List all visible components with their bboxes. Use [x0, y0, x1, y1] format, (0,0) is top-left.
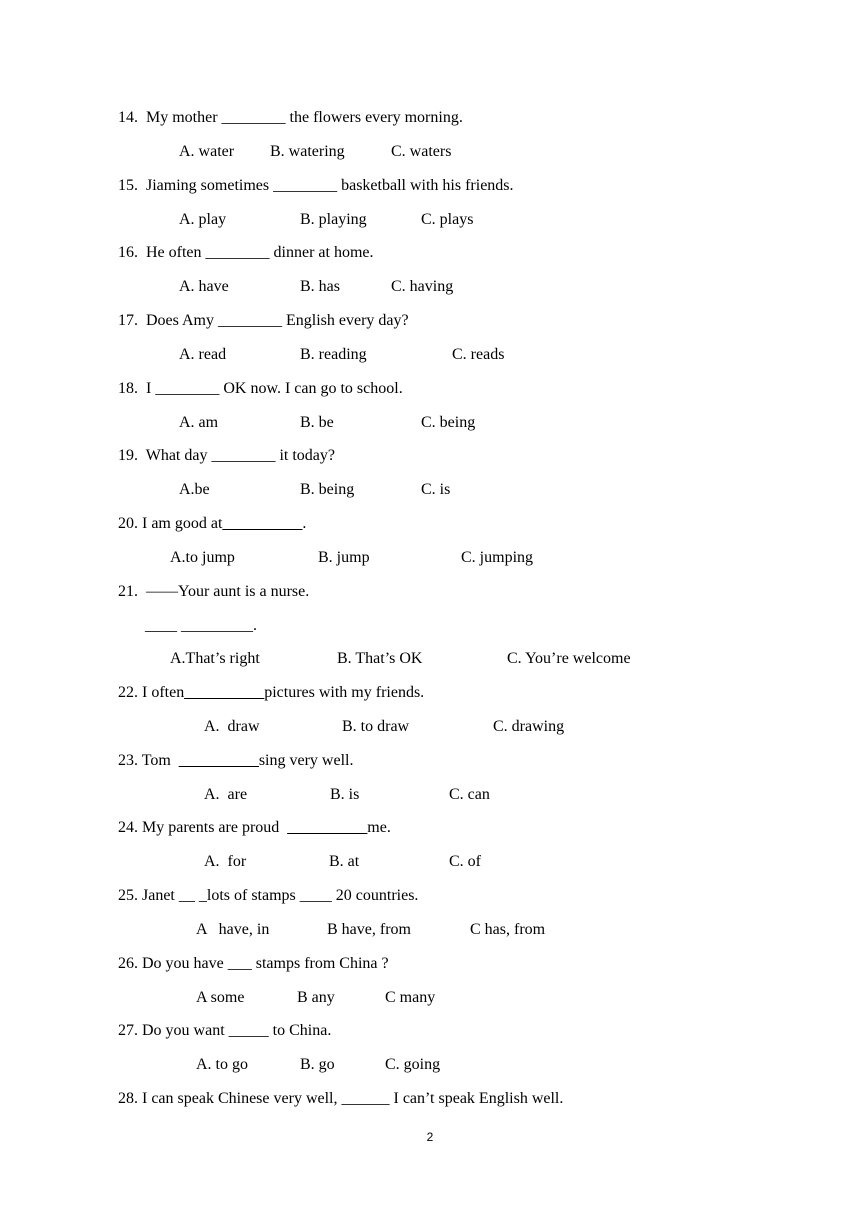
option-25-a: A have, in: [196, 921, 270, 938]
question-19: 19. What day ________ it today?: [118, 447, 335, 464]
option-15-c: C. plays: [421, 211, 474, 228]
option-20-a: A.to jump: [170, 549, 235, 566]
question-20-stem: 20. I am good at: [118, 515, 223, 532]
question-27: 27. Do you want _____ to China.: [118, 1022, 332, 1039]
question-18: 18. I ________ OK now. I can go to school.: [118, 380, 403, 397]
page-number: 2: [426, 1130, 434, 1144]
question-22: [118, 683, 424, 703]
option-14-c: C. waters: [391, 143, 452, 160]
option-25-b: B have, from: [327, 921, 411, 938]
option-16-c: C. having: [391, 278, 454, 295]
option-17-b: B. reading: [300, 346, 367, 363]
option-25-c: C has, from: [470, 921, 546, 938]
option-16-b: B. has: [300, 278, 340, 295]
question-25: 25. Janet __ _lots of stamps ____ 20 countries.: [118, 887, 419, 904]
answer-blank: __________: [222, 515, 303, 532]
question-17: 17. Does Amy ________ English every day?: [118, 312, 409, 329]
option-27-b: B. go: [300, 1056, 335, 1073]
option-24-a: A. for: [204, 853, 247, 870]
option-26-c: C many: [385, 989, 436, 1006]
question-21-response: ____ _________.: [145, 617, 257, 634]
option-15-b: B. playing: [300, 211, 367, 228]
answer-blank: __________: [184, 684, 265, 701]
option-21-c: C. You’re welcome: [507, 650, 631, 667]
option-22-b: B. to draw: [342, 718, 410, 735]
option-20-b: B. jump: [318, 549, 370, 566]
option-18-a: A. am: [179, 414, 219, 431]
question-21: 21. ——Your aunt is a nurse.: [118, 583, 310, 600]
question-26: 26. Do you have ___ stamps from China ?: [118, 955, 389, 972]
option-26-b: B any: [297, 989, 335, 1006]
option-18-c: C. being: [421, 414, 476, 431]
question-14: 14. My mother ________ the flowers every morning.: [118, 109, 463, 126]
question-24-tail: me.: [367, 819, 391, 836]
option-14-b: B. watering: [270, 143, 345, 160]
question-15: 15. Jiaming sometimes ________ basketball with his friends.: [118, 177, 514, 194]
question-23-stem: 23. Tom: [118, 752, 179, 769]
option-24-c: C. of: [449, 853, 481, 870]
answer-blank: __________: [178, 752, 259, 769]
option-19-c: C. is: [421, 481, 451, 498]
option-19-a: A.be: [179, 481, 210, 498]
answer-blank: __________: [287, 819, 368, 836]
option-17-c: C. reads: [452, 346, 505, 363]
option-21-b: B. That’s OK: [337, 650, 423, 667]
question-24-stem: 24. My parents are proud: [118, 819, 288, 836]
option-18-b: B. be: [300, 414, 334, 431]
option-20-c: C. jumping: [461, 549, 534, 566]
option-22-a: A. draw: [204, 718, 260, 735]
option-27-c: C. going: [385, 1056, 441, 1073]
option-21-a: A.That’s right: [170, 650, 260, 667]
question-16: 16. He often ________ dinner at home.: [118, 244, 374, 261]
question-23-tail: sing very well.: [258, 752, 354, 769]
question-20-tail: .: [302, 515, 307, 532]
option-26-a: A some: [196, 989, 245, 1006]
option-23-a: A. are: [204, 786, 248, 803]
option-22-c: C. drawing: [493, 718, 565, 735]
option-14-a: A. water: [179, 143, 235, 160]
option-23-b: B. is: [330, 786, 360, 803]
question-22-stem: 22. I often: [118, 684, 185, 701]
option-23-c: C. can: [449, 786, 490, 803]
option-16-a: A. have: [179, 278, 229, 295]
option-24-b: B. at: [329, 853, 360, 870]
question-20: [118, 514, 306, 534]
question-24: [118, 818, 391, 838]
question-28: 28. I can speak Chinese very well, ______ I can’t speak English well.: [118, 1090, 564, 1107]
question-23: [118, 751, 353, 771]
option-19-b: B. being: [300, 481, 355, 498]
option-17-a: A. read: [179, 346, 227, 363]
question-22-tail: pictures with my friends.: [264, 684, 425, 701]
option-27-a: A. to go: [196, 1056, 248, 1073]
option-15-a: A. play: [179, 211, 227, 228]
